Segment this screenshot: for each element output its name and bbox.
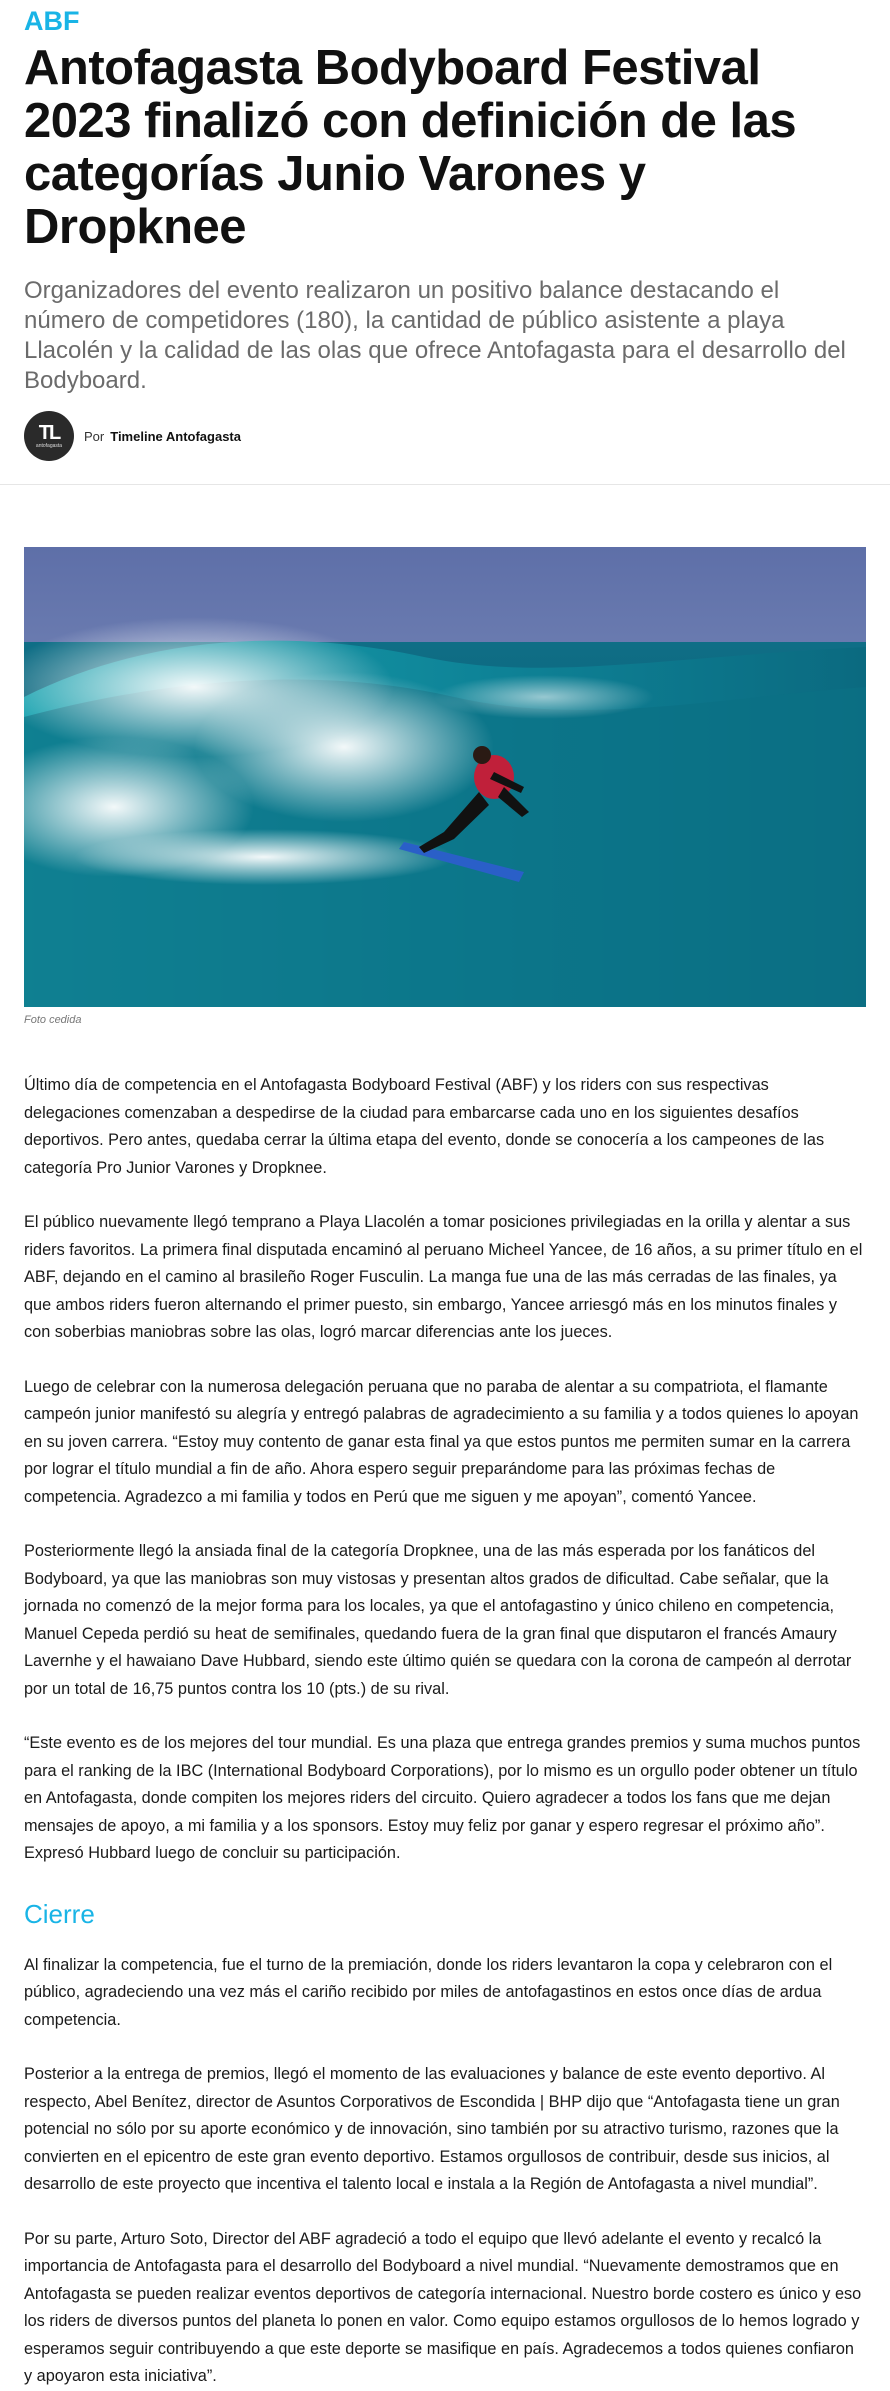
paragraph: Posterior a la entrega de premios, llegó el momento de las evaluaciones y balance de este evento deportivo. Al respecto, Abel Benítez, director de Asuntos Corporativos de Escondida | BHP dijo que “Antofagasta tiene un gran potencial no sólo por su aporte económico y de innovación, sino también por su atractivo turismo, razones que la convierten en el epicentro de este gran evento deportivo. Estamos orgullosos de contribuir, desde sus inicios, al desarrollo de este proyecto que incentiva el talento local e instala a la Región de Antofagasta a nivel mundial”. [24,2065,840,2193]
paragraph: Posteriormente llegó la ansiada final de la categoría Dropknee, una de las más esperada por los fanáticos del Bodyboard, ya que las maniobras son muy vistosas y presentan altos grados de dificultad. Cabe señalar, que la jornada no comenzó de la mejor forma para los locales, ya que el antofagastino y único chileno en competencia, Manuel Cepeda perdió su heat de semifinales, quedando fuera de la gran final que disputaron el francés Amaury Lavernhe y el hawaiano Dave Hubbard, siendo este último quién se quedara con la corona de campeón al derrotar por un total de 16,75 puntos contra los 10 (pts.) de su rival. [24,1542,852,1698]
byline-prefix: Por [84,428,105,444]
article-subtitle: Organizadores del evento realizaron un positivo balance destacando el número de competidores (180), la cantidad de público asistente a playa Llacolén y la calidad de las olas que ofrece Antofagasta para el desarrollo del Bodyboard. [24,277,846,394]
byline [24,410,866,462]
author-avatar[interactable] [24,411,74,461]
article [0,6,890,462]
paragraph: “Este evento es de los mejores del tour mundial. Es una plaza que entrega grandes premios y suma muchos puntos para el ranking de la IBC (International Bodyboard Corporations), por lo mismo es un orgullo poder obtener un título en Antofagasta, donde compiten los mejores riders del circuito. Quiero agradecer a todos los fans que me dejan mensajes de apoyo, a mi familia y a los sponsors. Estoy muy feliz por ganar y espero regresar el próximo año”. Expresó Hubbard luego de concluir su participación. [24,1734,861,1862]
paragraph: Último día de competencia en el Antofagasta Bodyboard Festival (ABF) y los riders con sus respectivas delegaciones comenzaban a despedirse de la ciudad para embarcarse cada uno en los siguientes desafíos deportivos. Pero antes, quedaba cerrar la última etapa del evento, donde se conocería a los campeones de las categoría Pro Junior Varones y Dropknee. [24,1076,825,1177]
photo-caption: Foto cedida [24,1014,82,1026]
article-headline: Antofagasta Bodyboard Festival 2023 finalizó con definición de las categorías Junio Varones y Dropknee [24,41,797,254]
paragraph: Luego de celebrar con la numerosa delegación peruana que no paraba de alentar a su compatriota, el flamante campeón junior manifestó su alegría y entregó palabras de agradecimiento a su familia y a todos quienes lo apoyan en su joven carrera. “Estoy muy contento de ganar esta final ya que estos puntos me permiten sumar en la carrera por lograr el título mundial a fin de año. Ahora espero seguir preparándome para las próximas fechas de competencia. Agradezco a mi familia y todos en Perú que me siguen y me apoyan”, comentó Yancee. [24,1377,859,1506]
paragraph: Por su parte, Arturo Soto, Director del ABF agradeció a todo el equipo que llevó adelante el evento y recalcó la importancia de Antofagasta para el desarrollo del Bodyboard a nivel mundial. “Nuevamente demostramos que en Antofagasta se pueden realizar eventos deportivos de categoría internacional. Nuestro borde costero es único y eso los riders de diversos puntos del planeta lo ponen en valor. Como equipo estamos orgullosos de lo hemos logrado y esperamos seguir contribuyendo a que este deporte se masifique en país. Agradecemos a todos quienes confiaron y apoyaron esta iniciativa”. [24,2229,862,2385]
author-name[interactable]: Timeline Antofagasta [110,428,241,444]
article-kicker[interactable]: ABF [24,6,80,36]
section-title: Cierre [24,1898,95,1929]
article-body [0,547,890,2391]
article-photo [24,547,866,1007]
avatar-text: antofagasta [35,443,63,449]
avatar-monogram: TL [38,422,60,444]
paragraph: Al finalizar la competencia, fue el turno de la premiación, donde los riders levantaron la copa y celebraron con el público, agradeciendo una vez más el cariño recibido por miles de antofagastinos en estos once días de ardua competencia. [24,1955,833,2029]
paragraph: El público nuevamente llegó temprano a Playa Llacolén a tomar posiciones privilegiadas en la orilla y alentar a sus riders favoritos. La primera final disputada encaminó al peruano Micheel Yancee, de 16 años, a su primer título en el ABF, dejando en el camino al brasileño Roger Fusculin. La manga fue una de las más cerradas de las finales, ya que ambos riders fueron alternando el primer puesto, sin embargo, Yancee arriesgó más en los minutos finales y con soberbias maniobras sobre las olas, logró marcar diferencias ante los jueces. [24,1213,863,1341]
header-divider [0,484,890,485]
